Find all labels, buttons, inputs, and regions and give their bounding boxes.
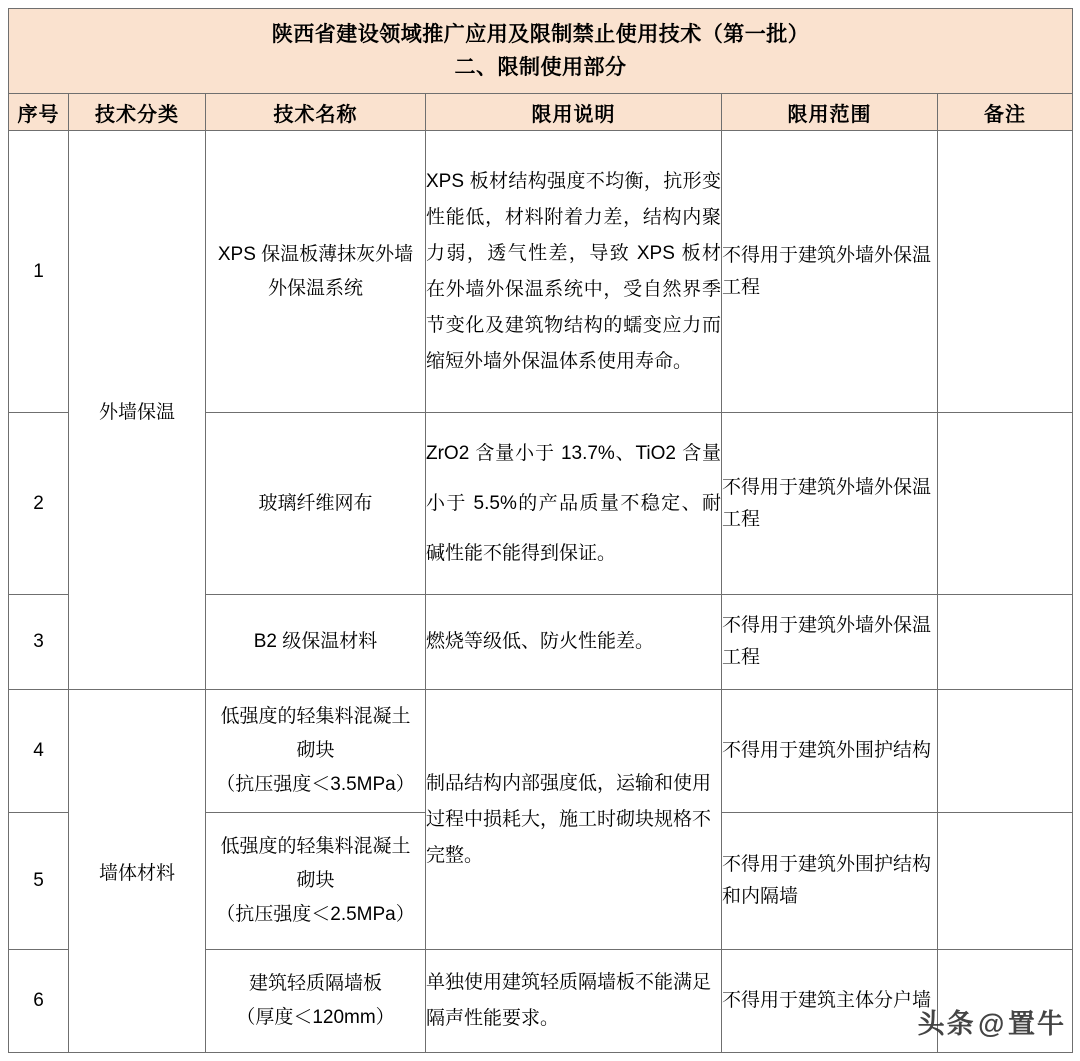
column-header-scope: 限用范围 bbox=[722, 94, 938, 131]
document-page bbox=[8, 8, 1072, 1053]
name-line: 砌块 bbox=[296, 740, 335, 761]
cell-note-6 bbox=[938, 950, 1073, 1053]
cell-scope-3: 不得用于建筑外墙外保温工程 bbox=[722, 595, 938, 690]
name-line: （抗压强度＜2.5MPa） bbox=[216, 904, 415, 925]
name-line: 砌块 bbox=[296, 870, 335, 891]
watermark-prefix: 头条 bbox=[917, 1009, 976, 1039]
table-header-row bbox=[9, 94, 1073, 131]
column-header-category: 技术分类 bbox=[69, 94, 206, 131]
cell-description-4-5-merged: 制品结构内部强度低，运输和使用过程中损耗大，施工时砌块规格不完整。 bbox=[426, 690, 722, 950]
name-line: 建筑轻质隔墙板 bbox=[248, 973, 382, 994]
cell-note-2 bbox=[938, 413, 1073, 595]
cell-no-3: 3 bbox=[9, 595, 69, 690]
cell-note-4 bbox=[938, 690, 1073, 813]
cell-no-5: 5 bbox=[9, 813, 69, 950]
cell-name-2 bbox=[206, 413, 426, 595]
name-line: （厚度＜120mm） bbox=[236, 1007, 395, 1028]
cell-description-2: ZrO2 含量小于 13.7%、TiO2 含量小于 5.5%的产品质量不稳定、耐碱性能不能得到保证。 bbox=[426, 413, 722, 595]
column-header-description: 限用说明 bbox=[426, 94, 722, 131]
name-line: XPS 保温板薄抹灰外墙 bbox=[217, 243, 414, 265]
cell-name-3 bbox=[206, 595, 426, 690]
cell-name-4 bbox=[206, 690, 426, 813]
cell-category-exterior-wall-insulation: 外墙保温 bbox=[69, 131, 206, 690]
cell-category-wall-materials: 墙体材料 bbox=[69, 690, 206, 1053]
cell-note-1 bbox=[938, 131, 1073, 413]
name-line: 低强度的轻集料混凝土 bbox=[220, 706, 411, 727]
cell-name-5 bbox=[206, 813, 426, 950]
name-line: 低强度的轻集料混凝土 bbox=[220, 836, 411, 857]
name-line: （抗压强度＜3.5MPa） bbox=[216, 774, 415, 795]
document-title bbox=[9, 9, 1073, 94]
name-line: 玻璃纤维网布 bbox=[258, 492, 373, 514]
cell-description-1: XPS 板材结构强度不均衡，抗形变性能低，材料附着力差，结构内聚力弱，透气性差，导致 XPS 板材在外墙外保温系统中，受自然界季节变化及建筑物结构的蠕变应力而缩短外墙外保温体系使用寿命。 bbox=[426, 131, 722, 413]
cell-scope-4: 不得用于建筑外围护结构 bbox=[722, 690, 938, 813]
table-title-row bbox=[9, 9, 1073, 94]
cell-no-2: 2 bbox=[9, 413, 69, 595]
table-row bbox=[9, 690, 1073, 813]
cell-scope-6: 不得用于建筑主体分户墙 bbox=[722, 950, 938, 1053]
cell-no-1: 1 bbox=[9, 131, 69, 413]
cell-name-6 bbox=[206, 950, 426, 1053]
title-line-2: 二、限制使用部分 bbox=[454, 56, 627, 79]
cell-scope-2: 不得用于建筑外墙外保温工程 bbox=[722, 413, 938, 595]
watermark-account: 置牛 bbox=[1008, 1009, 1066, 1039]
watermark-at-symbol: @ bbox=[977, 1009, 1006, 1039]
table-row bbox=[9, 131, 1073, 413]
column-header-name: 技术名称 bbox=[206, 94, 426, 131]
cell-no-6: 6 bbox=[9, 950, 69, 1053]
column-header-note: 备注 bbox=[938, 94, 1073, 131]
cell-note-5 bbox=[938, 813, 1073, 950]
limited-use-technology-table bbox=[8, 8, 1073, 1053]
cell-description-3: 燃烧等级低、防火性能差。 bbox=[426, 595, 722, 690]
cell-scope-5: 不得用于建筑外围护结构和内隔墙 bbox=[722, 813, 938, 950]
cell-scope-1: 不得用于建筑外墙外保温工程 bbox=[722, 131, 938, 413]
cell-no-4: 4 bbox=[9, 690, 69, 813]
name-line: B2 级保温材料 bbox=[253, 631, 378, 652]
title-line-1: 陕西省建设领域推广应用及限制禁止使用技术（第一批） bbox=[271, 23, 810, 46]
cell-name-1 bbox=[206, 131, 426, 413]
name-line: 外保温系统 bbox=[267, 277, 363, 299]
cell-description-6: 单独使用建筑轻质隔墙板不能满足隔声性能要求。 bbox=[426, 950, 722, 1053]
column-header-no: 序号 bbox=[9, 94, 69, 131]
cell-note-3 bbox=[938, 595, 1073, 690]
